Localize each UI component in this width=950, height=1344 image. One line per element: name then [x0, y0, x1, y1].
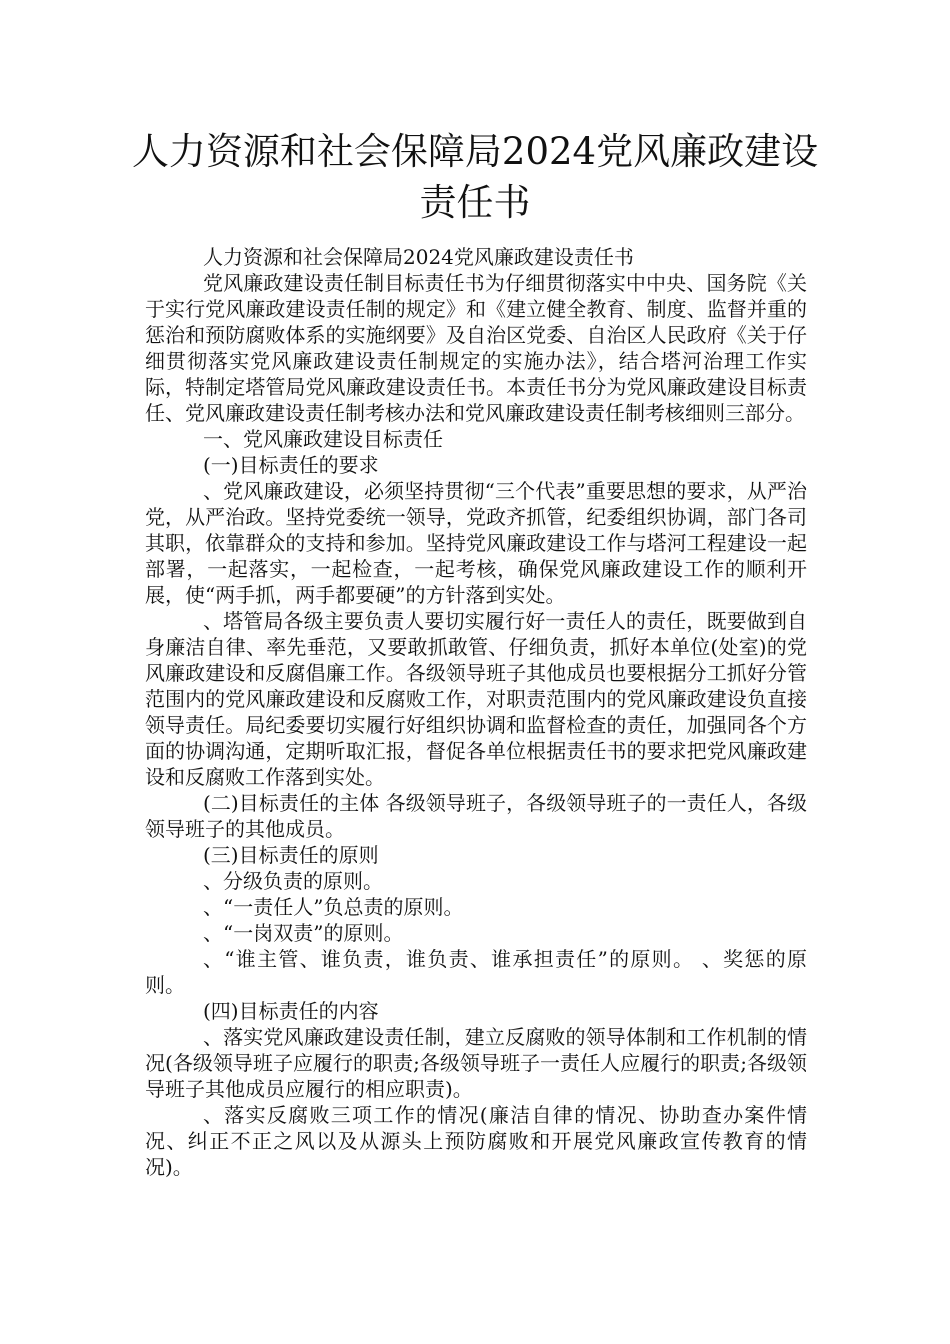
- body-paragraph: 党风廉政建设责任制目标责任书为仔细贯彻落实中中央、国务院《关于实行党风廉政建设责任制的规定》和《建立健全教育、制度、监督并重的惩治和预防腐败体系的实施纲要》及自治区党委、自治区人民政府《关于仔细贯彻落实党风廉政建设责任制规定的实施办法》，结合塔河治理工作实际，特制定塔管局党风廉政建设责任书。本责任书分为党风廉政建设目标责任、党风廉政建设责任制考核办法和党风廉政建设责任制考核细则三部分。: [145, 271, 807, 425]
- list-item: 、“谁主管、谁负责，谁负责、谁承担责任”的原则。 、奖惩的原则。: [145, 947, 807, 997]
- body-paragraph: 、党风廉政建设，必须坚持贯彻“三个代表”重要思想的要求，从严治党，从严治政。坚持党委统一领导，党政齐抓管，纪委组织协调，部门各司其职，依靠群众的支持和参加。坚持党风廉政建设工作与塔河工程建设一起部署，一起落实，一起检查，一起考核，确保党风廉政建设工作的顺利开展，使“两手抓，两手都要硬”的方针落到实处。: [145, 479, 807, 607]
- section-heading: 一、党风廉政建设目标责任: [203, 427, 443, 451]
- subsection-heading: (一)目标责任的要求: [203, 453, 379, 477]
- body-paragraph: 、落实反腐败三项工作的情况(廉洁自律的情况、协助查办案件情况、纠正不正之风以及从源头上预防腐败和开展党风廉政宣传教育的情况)。: [145, 1103, 807, 1179]
- list-item: 、分级负责的原则。: [203, 869, 383, 893]
- body-paragraph: 、落实党风廉政建设责任制，建立反腐败的领导体制和工作机制的情况(各级领导班子应履行的职责;各级领导班子一责任人应履行的职责;各级领导班子其他成员应履行的相应职责)。: [145, 1025, 807, 1101]
- body-paragraph: 人力资源和社会保障局2024党风廉政建设责任书: [203, 245, 634, 269]
- document-body: [145, 244, 807, 1180]
- list-item: 、“一岗双责”的原则。: [203, 921, 404, 945]
- list-item: 、“一责任人”负总责的原则。: [203, 895, 464, 919]
- document-title-line-1: 人力资源和社会保障局2024党风廉政建设: [131, 130, 819, 173]
- document-title-line-2: 责任书: [419, 181, 531, 224]
- subsection-heading: (三)目标责任的原则: [203, 843, 379, 867]
- subsection-heading: (四)目标责任的内容: [203, 999, 379, 1023]
- body-paragraph: 、塔管局各级主要负责人要切实履行好一责任人的责任，既要做到自身廉洁自律、率先垂范，又要敢抓敢管、仔细负责，抓好本单位(处室)的党风廉政建设和反腐倡廉工作。各级领导班子其他成员也要根据分工抓好分管范围内的党风廉政建设和反腐败工作，对职责范围内的党风廉政建设负直接领导责任。局纪委要切实履行好组织协调和监督检查的责任，加强同各个方面的协调沟通，定期听取汇报，督促各单位根据责任书的要求把党风廉政建设和反腐败工作落到实处。: [145, 609, 807, 789]
- body-paragraph: (二)目标责任的主体 各级领导班子，各级领导班子的一责任人，各级领导班子的其他成员。: [145, 791, 807, 841]
